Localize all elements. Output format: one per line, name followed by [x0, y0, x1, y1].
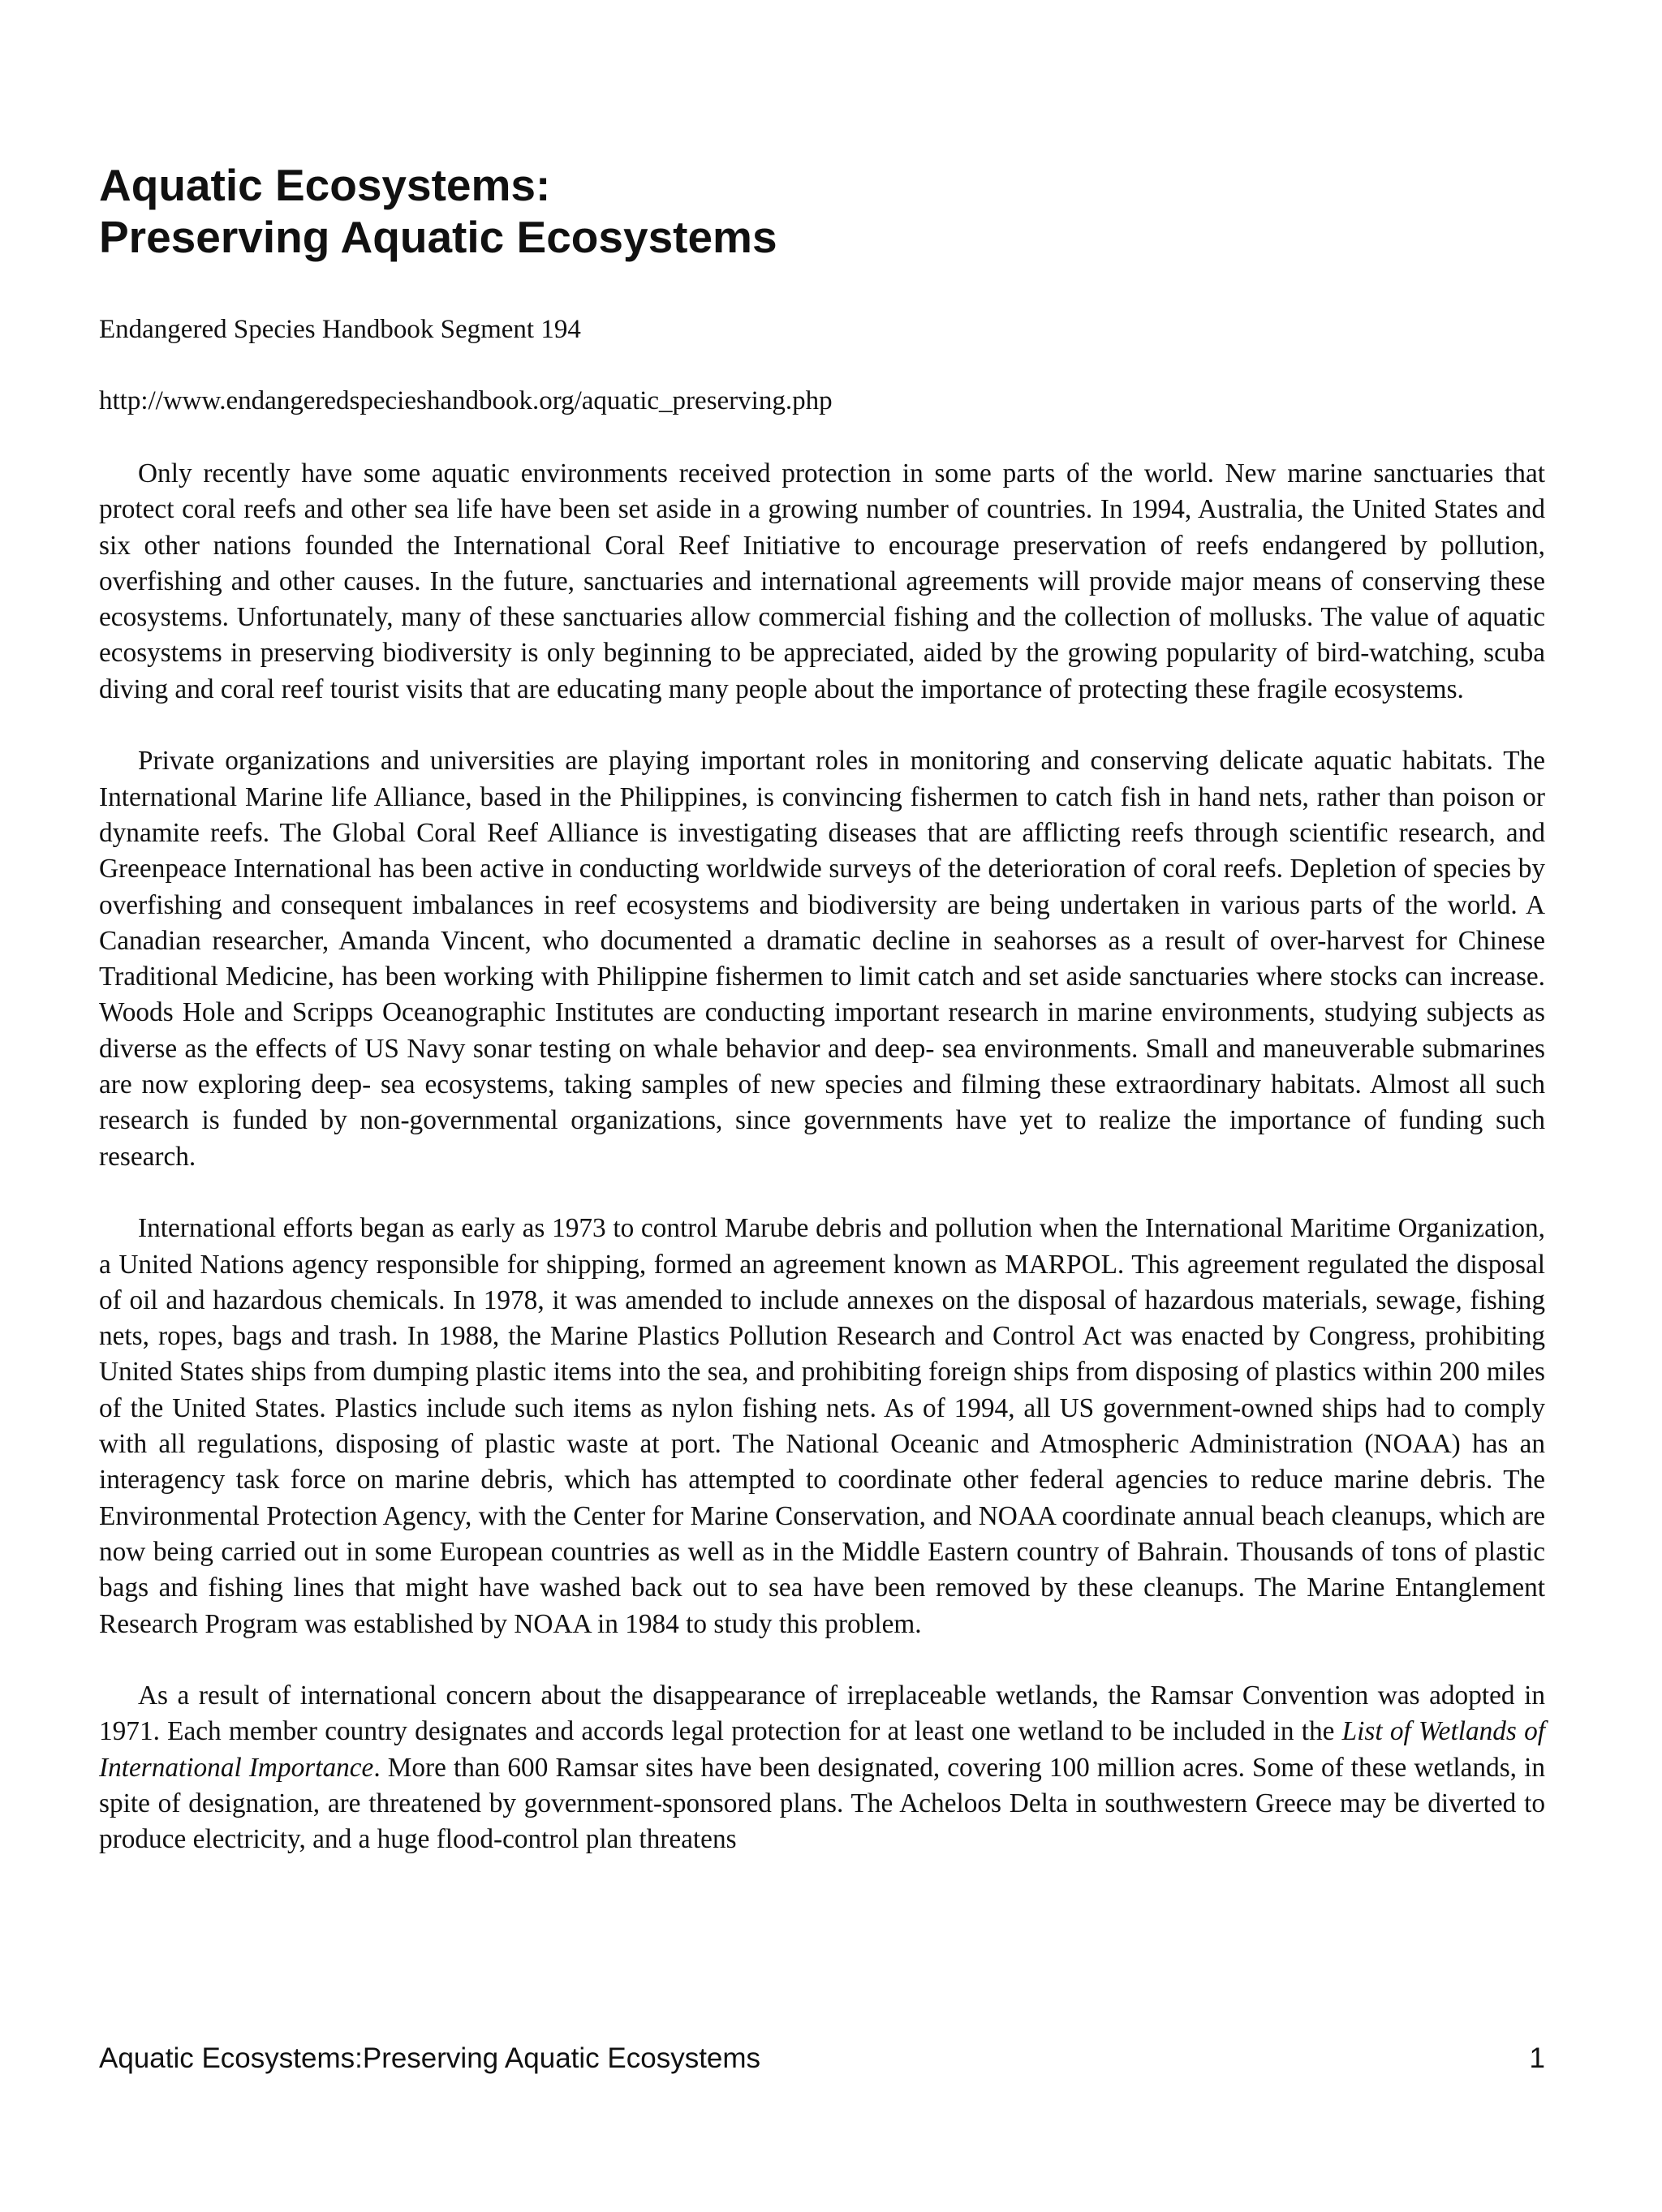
paragraph-4 [99, 1678, 1545, 1857]
paragraph-4-text-start: As a result of international concern about the disappearance of irreplaceable wetlands, the Ramsar Convention was adopted in 1971. Each member country designates and accords legal protection for at least one wetland to be included in the [99, 1681, 1545, 1747]
page-title-line-2: Preserving Aquatic Ecosystems [99, 212, 777, 262]
wetlands-list-title: List of Wetlands of International Importance [99, 1716, 1545, 1783]
paragraph-4-text-end: . More than 600 Ramsar sites have been designated, covering 100 million acres. Some of these wetlands, in spite of designation, are threatened by government-sponsored plans. The Acheloos Delta in southwestern Greece may be diverted to produce electricity, and a huge flood-control plan threatens [99, 1752, 1546, 1855]
paragraph-3: International efforts began as early as 1973 to control Marube debris and pollution when the International Maritime Organization, a United Nations agency responsible for shipping, formed an agreement known as MARPOL. This agreement regulated the disposal of oil and hazardous chemicals. In 1978, it was amended to include annexes on the disposal of hazardous materials, sewage, fishing nets, ropes, bags and trash. In 1988, the Marine Plastics Pollution Research and Control Act was enacted by Congress, prohibiting United States ships from dumping plastic items into the sea, and prohibiting foreign ships from disposing of plastics within 200 miles of the United States. Plastics include such items as nylon fishing nets. As of 1994, all US government-owned ships had to comply with all regulations, disposing of plastic waste at port. The National Oceanic and Atmospheric Administration (NOAA) has an interagency task force on marine debris, which has attempted to coordinate other federal agencies to reduce marine debris. The Environmental Protection Agency, with the Center for Marine Conservation, and NOAA coordinate annual beach cleanups, which are now being carried out in some European countries as well as in the Middle Eastern country of Bahrain. Thousands of tons of plastic bags and fishing lines that might have washed back out to sea have been removed by these cleanups. The Marine Entanglement Research Program was established by NOAA in 1984 to study this problem. [99, 1213, 1545, 1639]
paragraph-2: Private organizations and universities are playing important roles in monitoring and conserving delicate aquatic habitats. The International Marine life Alliance, based in the Philippines, is convincing fishermen to catch fish in hand nets, rather than poison or dynamite reefs. The Global Coral Reef Alliance is investigating diseases that are afflicting reefs through scientific research, and Greenpeace International has been active in conducting worldwide surveys of the deterioration of coral reefs. Depletion of species by overfishing and consequent imbalances in reef ecosystems and biodiversity are being undertaken in various parts of the world. A Canadian researcher, Amanda Vincent, who documented a dramatic decline in seahorses as a result of over-harvest for Chinese Traditional Medicine, has been working with Philippine fishermen to limit catch and set aside sanctuaries where stocks can increase. Woods Hole and Scripps Oceanographic Institutes are conducting important research in marine environments, studying subjects as diverse as the effects of US Navy sonar testing on whale behavior and deep- sea environments. Small and maneuverable submarines are now exploring deep- sea ecosystems, taking samples of new species and filming these extraordinary habitats. Almost all such research is funded by non-governmental organizations, since governments have yet to realize the importance of funding such research. [99, 746, 1545, 1172]
page-title-line-1: Aquatic Ecosystems: [99, 160, 551, 210]
page-footer [99, 2042, 1545, 2076]
footer-title: Aquatic Ecosystems:Preserving Aquatic Ecosystems [99, 2042, 761, 2074]
page-title [99, 159, 1560, 263]
source-url: http://www.endangeredspecieshandbook.org/aquatic_preserving.php [99, 386, 833, 415]
page-number: 1 [1529, 2042, 1545, 2074]
article-body [99, 456, 1545, 1858]
paragraph-1: Only recently have some aquatic environments received protection in some parts of the world. New marine sanctuaries that protect coral reefs and other sea life have been set aside in a growing number of countries. In 1994, Australia, the United States and six other nations founded the International Coral Reef Initiative to encourage preservation of reefs endangered by pollution, overfishing and other causes. In the future, sanctuaries and international agreements will provide major means of conserving these ecosystems. Unfortunately, many of these sanctuaries allow commercial fishing and the collection of mollusks. The value of aquatic ecosystems in preserving biodiversity is only beginning to be appreciated, aided by the growing popularity of bird-watching, scuba diving and coral reef tourist visits that are educating many people about the importance of protecting these fragile ecosystems. [99, 458, 1545, 704]
source-line: Endangered Species Handbook Segment 194 [99, 315, 581, 344]
